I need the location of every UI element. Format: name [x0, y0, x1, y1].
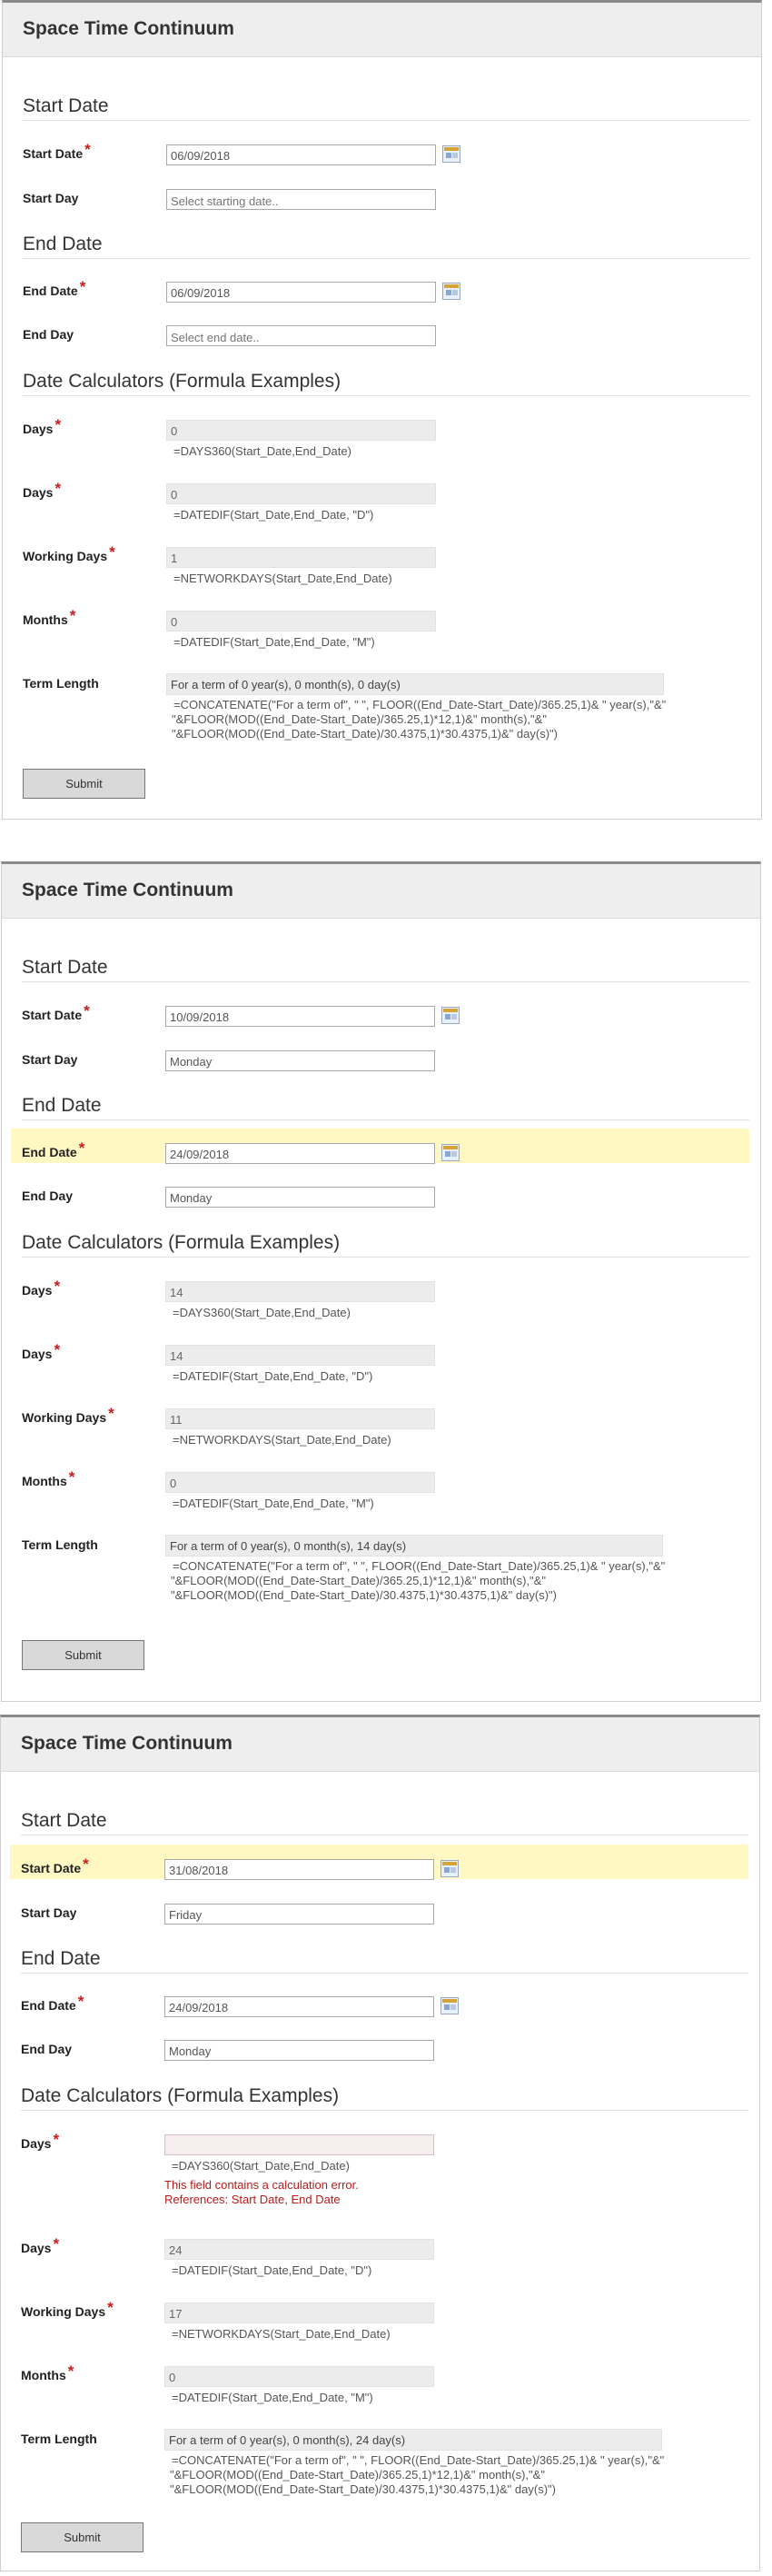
- datedif-days-formula: =DATEDIF(Start_Date,End_Date, "D"): [173, 508, 374, 522]
- working-days-formula: =NETWORKDAYS(Start_Date,End_Date): [173, 1433, 391, 1447]
- start-date-input[interactable]: 31/08/2018: [164, 1859, 434, 1880]
- start-day-input[interactable]: Friday: [164, 1904, 434, 1925]
- section-start-date: Start Date: [22, 957, 108, 978]
- term-length-field: For a term of 0 year(s), 0 month(s), 24 day(s): [164, 2429, 662, 2451]
- required-marker: *: [54, 1341, 61, 1358]
- working-days-field: 17: [164, 2302, 434, 2323]
- required-marker: *: [69, 607, 76, 624]
- start-day-input[interactable]: [166, 189, 436, 210]
- days360-label: Days *: [22, 1278, 61, 1298]
- section-start-date: Start Date: [21, 1810, 107, 1831]
- datedif-days-formula: =DATEDIF(Start_Date,End_Date, "D"): [172, 2263, 372, 2277]
- section-end-date: End Date: [22, 1095, 102, 1116]
- term-formula-line-3: "&FLOOR(MOD((End_Date-Start_Date)/30.4375,1)*30.4375,1)&" day(s)"): [172, 727, 558, 741]
- datedif-days-label: Days *: [23, 480, 62, 500]
- end-date-input[interactable]: 24/09/2018: [164, 1996, 434, 2017]
- days360-field: 0: [166, 420, 436, 441]
- calculation-error-message: This field contains a calculation error.: [164, 2178, 359, 2192]
- calendar-icon[interactable]: [441, 1144, 460, 1161]
- end-day-input[interactable]: Monday: [164, 2040, 434, 2061]
- calendar-icon[interactable]: [440, 1997, 459, 2014]
- divider: [22, 981, 749, 982]
- months-field: 0: [164, 2366, 434, 2387]
- section-end-date: End Date: [21, 1948, 101, 1969]
- months-label: Months *: [22, 1468, 75, 1488]
- start-date-input[interactable]: 10/09/2018: [165, 1006, 435, 1027]
- required-marker: *: [77, 1993, 84, 2010]
- divider: [21, 2110, 748, 2111]
- start-day-label: Start Day: [23, 191, 79, 205]
- end-date-label: End Date *: [21, 1993, 84, 2013]
- term-formula-line-3: "&FLOOR(MOD((End_Date-Start_Date)/30.4375,1)*30.4375,1)&" day(s)"): [170, 2482, 556, 2496]
- start-day-label: Start Day: [22, 1052, 78, 1067]
- end-day-input[interactable]: [166, 325, 436, 346]
- divider: [22, 1119, 749, 1120]
- term-formula-line-2: "&FLOOR(MOD((End_Date-Start_Date)/365.25,1)*12,1)&" month(s),"&": [170, 2468, 545, 2482]
- datedif-days-formula: =DATEDIF(Start_Date,End_Date, "D"): [173, 1369, 373, 1383]
- months-field: 0: [166, 611, 436, 632]
- working-days-field: 11: [165, 1408, 435, 1429]
- required-marker: *: [68, 1468, 75, 1486]
- start-date-label: Start Date *: [22, 1002, 90, 1022]
- end-date-label: End Date *: [22, 1139, 85, 1159]
- months-formula: =DATEDIF(Start_Date,End_Date, "M"): [172, 2391, 373, 2404]
- required-marker: *: [67, 2362, 74, 2380]
- form-title: Space Time Continuum: [21, 1733, 233, 1754]
- term-length-label: Term Length: [23, 676, 99, 691]
- submit-button[interactable]: Submit: [23, 769, 145, 799]
- calendar-icon[interactable]: [441, 1007, 460, 1024]
- calendar-icon[interactable]: [442, 283, 460, 300]
- term-formula-line-1: =CONCATENATE("For a term of", " ", FLOOR((End_Date-Start_Date)/365.25,1)& " year(s),"&": [172, 2453, 665, 2467]
- working-days-label: Working Days *: [21, 2299, 114, 2319]
- datedif-days-field: 24: [164, 2239, 434, 2260]
- datedif-days-label: Days *: [21, 2235, 60, 2255]
- days360-formula: =DAYS360(Start_Date,End_Date): [173, 1306, 351, 1319]
- required-marker: *: [83, 1855, 89, 1873]
- end-day-input[interactable]: Monday: [165, 1187, 435, 1208]
- required-marker: *: [54, 416, 62, 433]
- months-label: Months *: [21, 2362, 74, 2382]
- required-marker: *: [79, 278, 86, 295]
- form-title: Space Time Continuum: [22, 880, 233, 900]
- term-length-field: For a term of 0 year(s), 0 month(s), 0 day(s): [166, 673, 664, 695]
- section-start-date: Start Date: [23, 95, 109, 116]
- working-days-label: Working Days *: [22, 1405, 114, 1425]
- submit-button[interactable]: Submit: [22, 1640, 144, 1670]
- required-marker: *: [84, 1002, 90, 1019]
- divider: [21, 1973, 748, 1974]
- working-days-formula: =NETWORKDAYS(Start_Date,End_Date): [173, 572, 392, 585]
- months-formula: =DATEDIF(Start_Date,End_Date, "M"): [173, 635, 375, 649]
- required-marker: *: [108, 1405, 114, 1422]
- required-marker: *: [54, 480, 62, 497]
- days360-formula: =DAYS360(Start_Date,End_Date): [173, 444, 351, 458]
- calculation-error-references: References: Start Date, End Date: [164, 2193, 341, 2206]
- end-date-label: End Date *: [23, 278, 86, 298]
- term-formula-line-2: "&FLOOR(MOD((End_Date-Start_Date)/365.25,1)*12,1)&" month(s),"&": [171, 1574, 546, 1587]
- datedif-days-label: Days *: [22, 1341, 61, 1361]
- submit-button[interactable]: Submit: [21, 2522, 144, 2552]
- required-marker: *: [109, 543, 115, 561]
- required-marker: *: [84, 141, 91, 158]
- term-formula-line-2: "&FLOOR(MOD((End_Date-Start_Date)/365.25,1)*12,1)&" month(s),"&": [172, 712, 547, 726]
- months-label: Months *: [23, 607, 76, 627]
- form-header: [1, 1717, 759, 1772]
- datedif-days-field: 14: [165, 1345, 435, 1366]
- calendar-icon[interactable]: [442, 145, 460, 163]
- datedif-days-field: 0: [166, 483, 436, 504]
- section-end-date: End Date: [23, 234, 103, 254]
- months-formula: =DATEDIF(Start_Date,End_Date, "M"): [173, 1497, 374, 1510]
- start-day-label: Start Day: [21, 1905, 77, 1920]
- required-marker: *: [53, 2235, 60, 2253]
- days360-formula: =DAYS360(Start_Date,End_Date): [172, 2159, 350, 2173]
- divider: [23, 120, 750, 121]
- working-days-label: Working Days *: [23, 543, 115, 563]
- section-date-calculators: Date Calculators (Formula Examples): [21, 2085, 340, 2106]
- days360-field: 14: [165, 1281, 435, 1302]
- end-day-label: End Day: [22, 1189, 74, 1203]
- start-date-label: Start Date *: [23, 141, 91, 161]
- term-formula-line-1: =CONCATENATE("For a term of", " ", FLOOR((End_Date-Start_Date)/365.25,1)& " year(s),"&": [173, 698, 667, 711]
- start-date-input[interactable]: 06/09/2018: [166, 144, 436, 165]
- divider: [23, 395, 750, 396]
- end-day-label: End Day: [23, 327, 74, 342]
- term-length-label: Term Length: [22, 1537, 98, 1552]
- working-days-field: 1: [166, 547, 436, 568]
- end-date-input[interactable]: 24/09/2018: [165, 1143, 435, 1164]
- end-date-input[interactable]: 06/09/2018: [166, 282, 436, 303]
- section-date-calculators: Date Calculators (Formula Examples): [22, 1232, 341, 1253]
- start-date-label: Start Date *: [21, 1855, 89, 1875]
- term-length-label: Term Length: [21, 2432, 97, 2446]
- days360-label: Days *: [21, 2131, 60, 2151]
- start-day-input[interactable]: Monday: [165, 1050, 435, 1071]
- term-formula-line-1: =CONCATENATE("For a term of", " ", FLOOR((End_Date-Start_Date)/365.25,1)& " year(s),"&": [173, 1559, 666, 1573]
- form-panel-3: [0, 1715, 760, 2571]
- form-panel-2: [1, 861, 761, 1702]
- term-length-field: For a term of 0 year(s), 0 month(s), 14 day(s): [165, 1535, 663, 1557]
- working-days-formula: =NETWORKDAYS(Start_Date,End_Date): [172, 2327, 391, 2341]
- form-header: [3, 3, 761, 57]
- divider: [22, 1257, 749, 1258]
- form-header: [2, 864, 760, 919]
- required-marker: *: [78, 1139, 85, 1157]
- months-field: 0: [165, 1472, 435, 1493]
- end-day-label: End Day: [21, 2042, 73, 2056]
- days360-label: Days *: [23, 416, 62, 436]
- term-formula-line-3: "&FLOOR(MOD((End_Date-Start_Date)/30.4375,1)*30.4375,1)&" day(s)"): [171, 1588, 557, 1602]
- form-panel-1: [2, 0, 762, 820]
- required-marker: *: [53, 2131, 60, 2148]
- section-date-calculators: Date Calculators (Formula Examples): [23, 371, 341, 392]
- required-marker: *: [107, 2299, 114, 2316]
- required-marker: *: [54, 1278, 61, 1295]
- calendar-icon[interactable]: [440, 1860, 459, 1877]
- form-title: Space Time Continuum: [23, 18, 234, 39]
- divider: [23, 258, 750, 259]
- days360-field: [164, 2134, 434, 2155]
